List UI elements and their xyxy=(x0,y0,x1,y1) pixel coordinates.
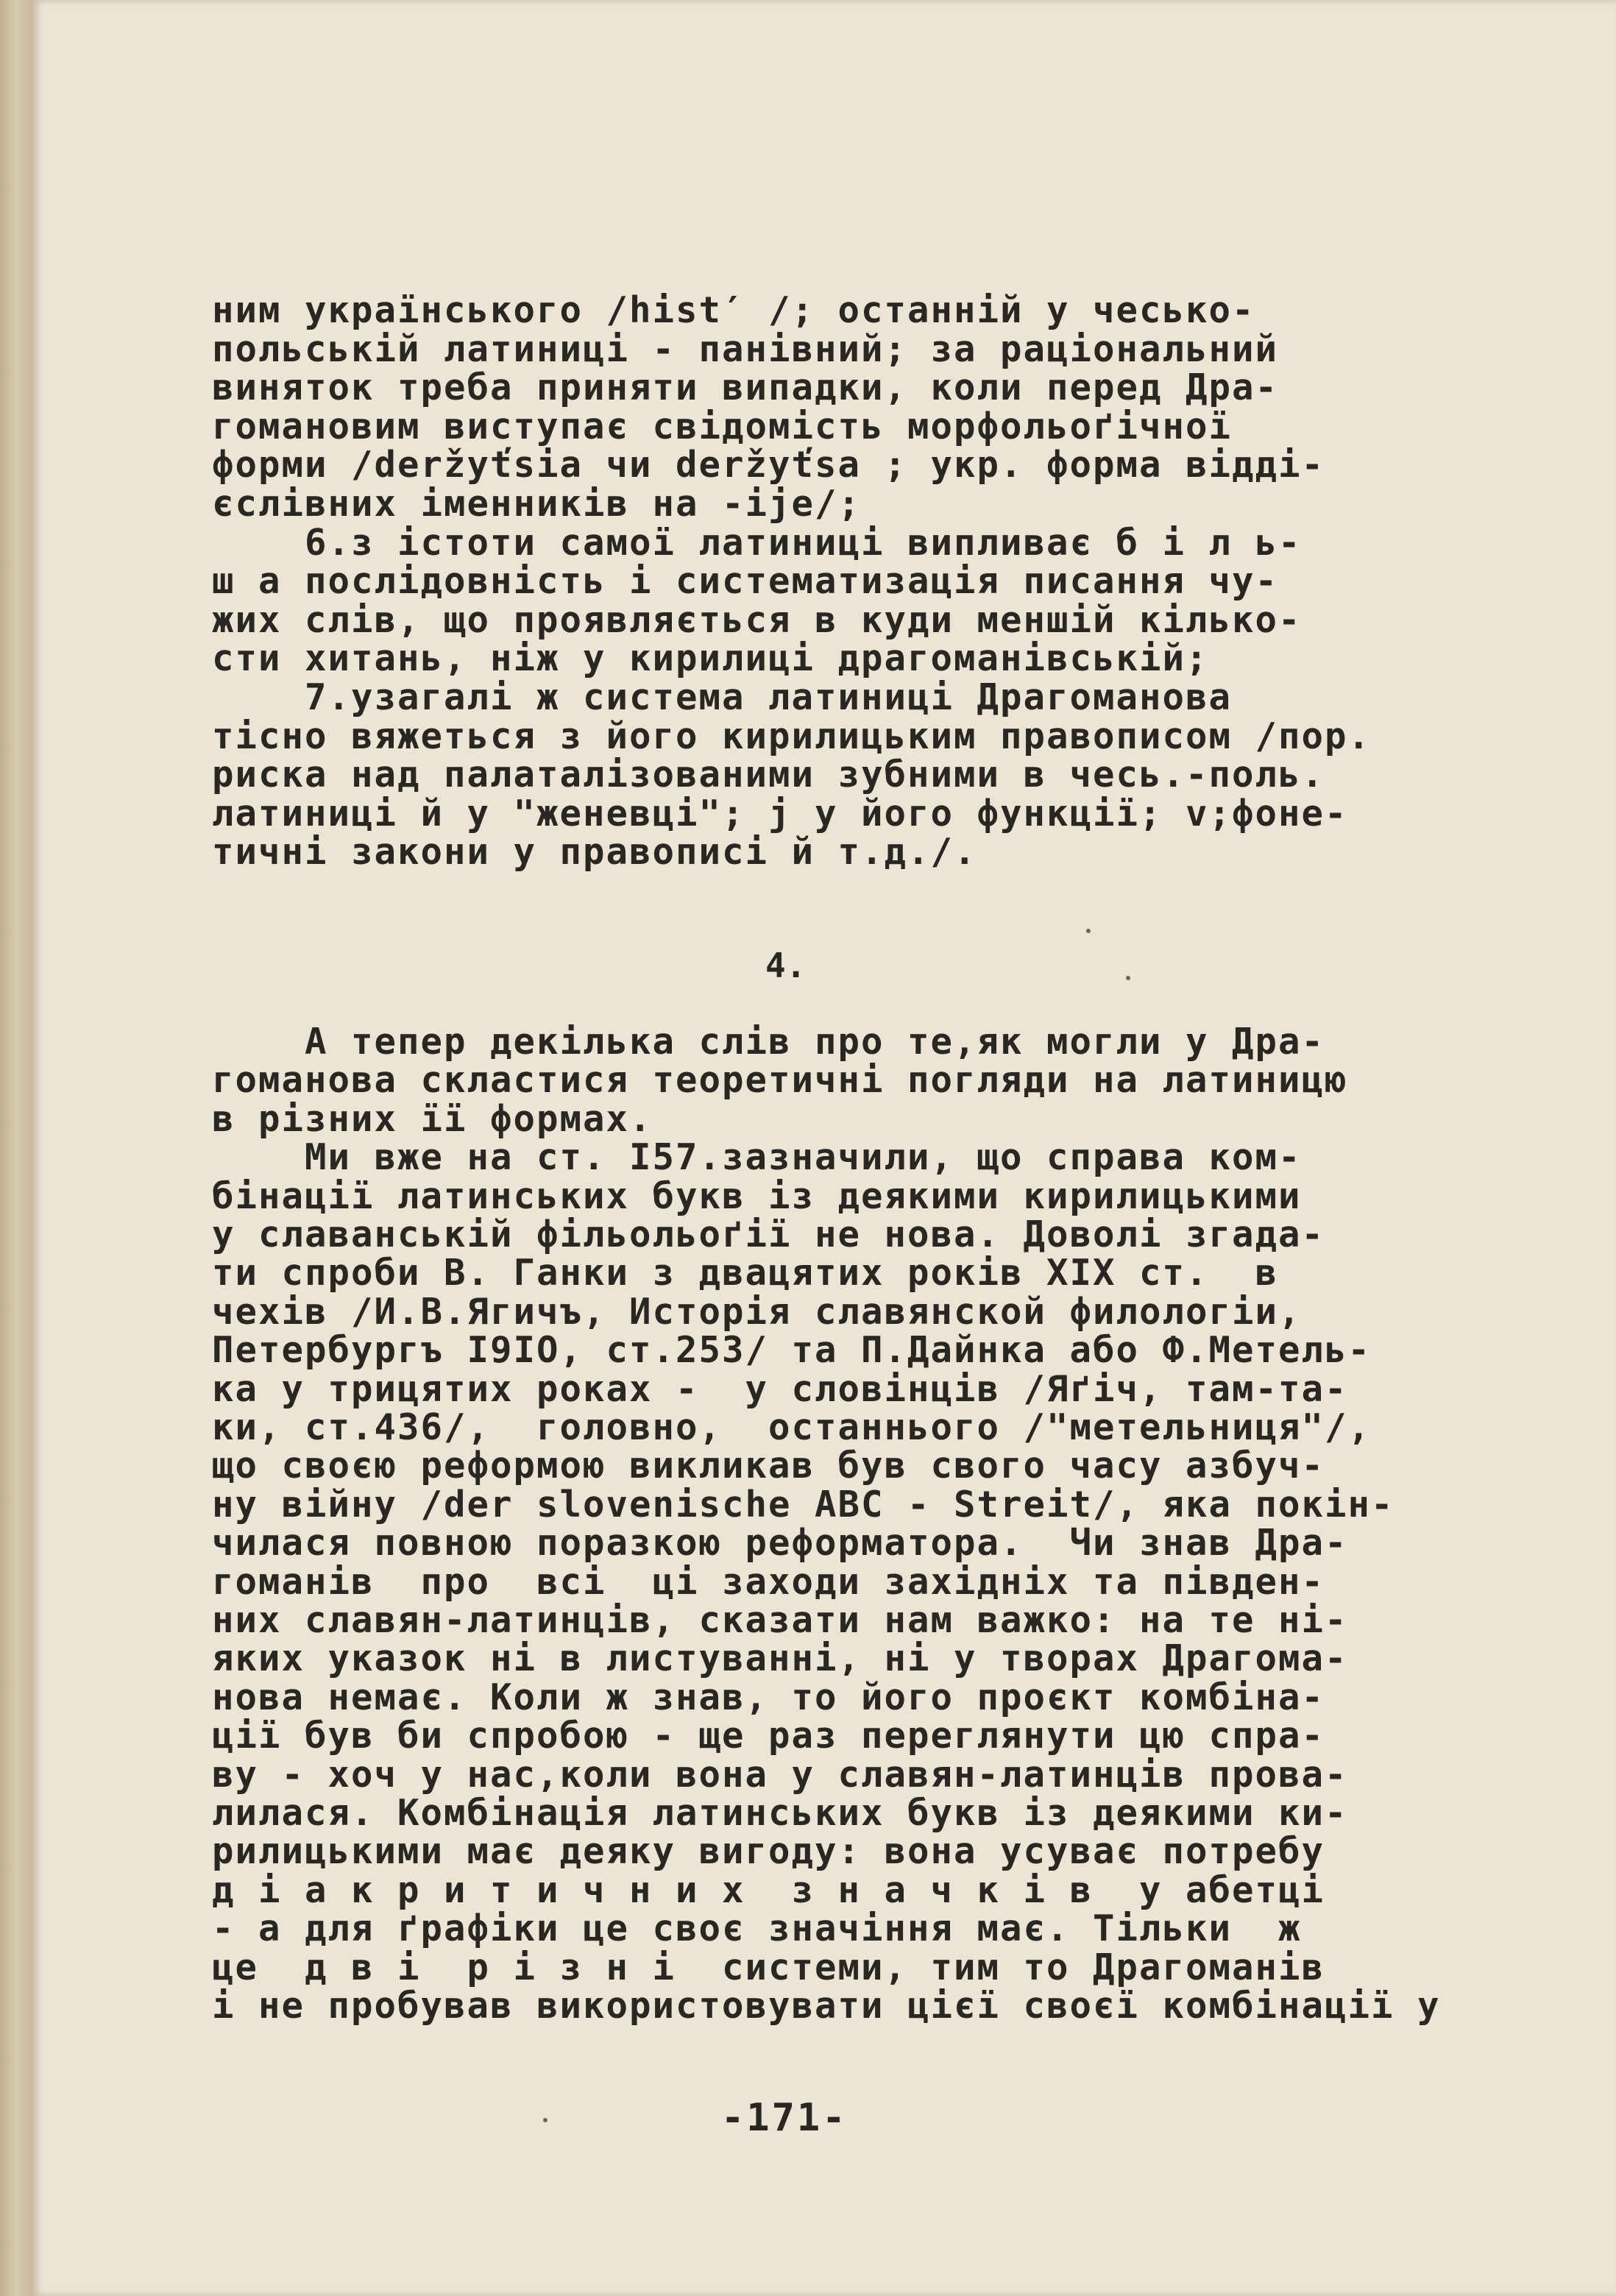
text-line: латиниці й у "женевці"; j у його функції; v;фоне- xyxy=(212,792,1348,835)
text-line: ш а послідовність і систематизація писання чу- xyxy=(212,560,1279,603)
text-line: лилася. Комбінація латинських букв із деякими ки- xyxy=(212,1792,1348,1834)
text-line: гомановим виступає свідомість морфольоґічної xyxy=(212,405,1233,447)
text-line: польській латиниці - панівний; за раціональний xyxy=(212,327,1279,370)
text-line: у славанській фільольоґії не нова. Доволі згада- xyxy=(212,1213,1325,1255)
text-line: ка у трицятих роках - у словінців /Яґіч, там-та- xyxy=(212,1367,1348,1410)
text-line: ну війну /der slovenische ABC - Streit/, яка покін- xyxy=(212,1483,1394,1526)
text-line: тичні закони у правописі й т.д./. xyxy=(212,831,977,874)
text-line: бінації латинських букв із деякими кирилицькими xyxy=(212,1174,1302,1217)
text-line: виняток треба приняти випадки, коли перед Дра- xyxy=(212,366,1279,409)
text-line: тісно вяжеться з його кирилицьким правописом /пор. xyxy=(212,715,1372,757)
text-line: ним українського /hist′ /; останній у чесько- xyxy=(212,289,1255,331)
text-line: 7.узагалі ж система латиниці Драгоманова xyxy=(212,676,1233,718)
text-line: в різних її формах. xyxy=(212,1097,653,1140)
text-line: жих слів, що проявляється в куди меншій кілько- xyxy=(212,598,1302,641)
text-line: чехів /И.В.Ягичъ, Исторія славянской филологіи, xyxy=(212,1290,1302,1333)
text-line: рилицькими має деяку вигоду: вона усуває потребу xyxy=(212,1830,1325,1873)
text-line: єслівних іменників на -ije/; xyxy=(212,483,862,525)
text-line: і не пробував використовувати цієї своєї комбінації у xyxy=(212,1985,1441,2027)
text-line: сти хитань, ніж у кирилиці драгоманівській; xyxy=(212,637,1209,680)
text-line: що своєю реформою викликав був свого часу азбуч- xyxy=(212,1445,1325,1487)
speck-mark xyxy=(1126,976,1130,980)
text-line: гоманова скластися теоретичні погляди на латиницю xyxy=(212,1059,1348,1102)
text-line: д і а к р и т и ч н и х з н а ч к і в у абетці xyxy=(212,1868,1325,1911)
text-line: ки, ст.436/, головно, останнього /"метельниця"/, xyxy=(212,1406,1372,1448)
text-line: нова немає. Коли ж знав, то його проєкт комбіна- xyxy=(212,1676,1325,1718)
text-line: ції був би спробою - ще раз переглянути цю спра- xyxy=(212,1715,1325,1757)
page-number: -171- xyxy=(721,2096,848,2140)
text-line: них славян-латинців, сказати нам важко: на те ні- xyxy=(212,1599,1348,1641)
text-line: ти спроби В. Ганки з двацятих років XIX ст. в xyxy=(212,1252,1279,1294)
text-line: 6.з істоти самої латиниці випливає б і л ь- xyxy=(212,521,1302,564)
text-line: Петербургъ I9IO, ст.253/ та П.Дайнка або Ф.Метель- xyxy=(212,1329,1372,1372)
text-line: яких указок ні в листуванні, ні у творах Драгома- xyxy=(212,1637,1348,1680)
text-line: чилася повною поразкою реформатора. Чи знав Дра- xyxy=(212,1522,1348,1565)
text-line: риска над палаталізованими зубними в чесь.-поль. xyxy=(212,754,1325,796)
section-number: 4. xyxy=(765,946,807,985)
speck-mark xyxy=(1086,929,1091,933)
book-binding xyxy=(0,0,32,2296)
speck-mark xyxy=(543,2118,547,2122)
text-line: форми /deržyťsia чи deržyťsa ; укр. форма відді- xyxy=(212,444,1325,486)
text-line: Ми вже на ст. I57.зазначили, що справа ком- xyxy=(212,1136,1302,1179)
text-line: ву - хоч у нас,коли вона у славян-латинців прова- xyxy=(212,1753,1348,1796)
text-line: гоманів про всі ці заходи західніх та півден- xyxy=(212,1560,1325,1603)
text-line: це д в і р і з н і системи, тим то Драгоманів xyxy=(212,1946,1325,1988)
text-line: - а для ґрафіки це своє значіння має. Тільки ж xyxy=(212,1907,1302,1950)
text-line: А тепер декілька слів про те,як могли у Дра- xyxy=(212,1021,1325,1063)
